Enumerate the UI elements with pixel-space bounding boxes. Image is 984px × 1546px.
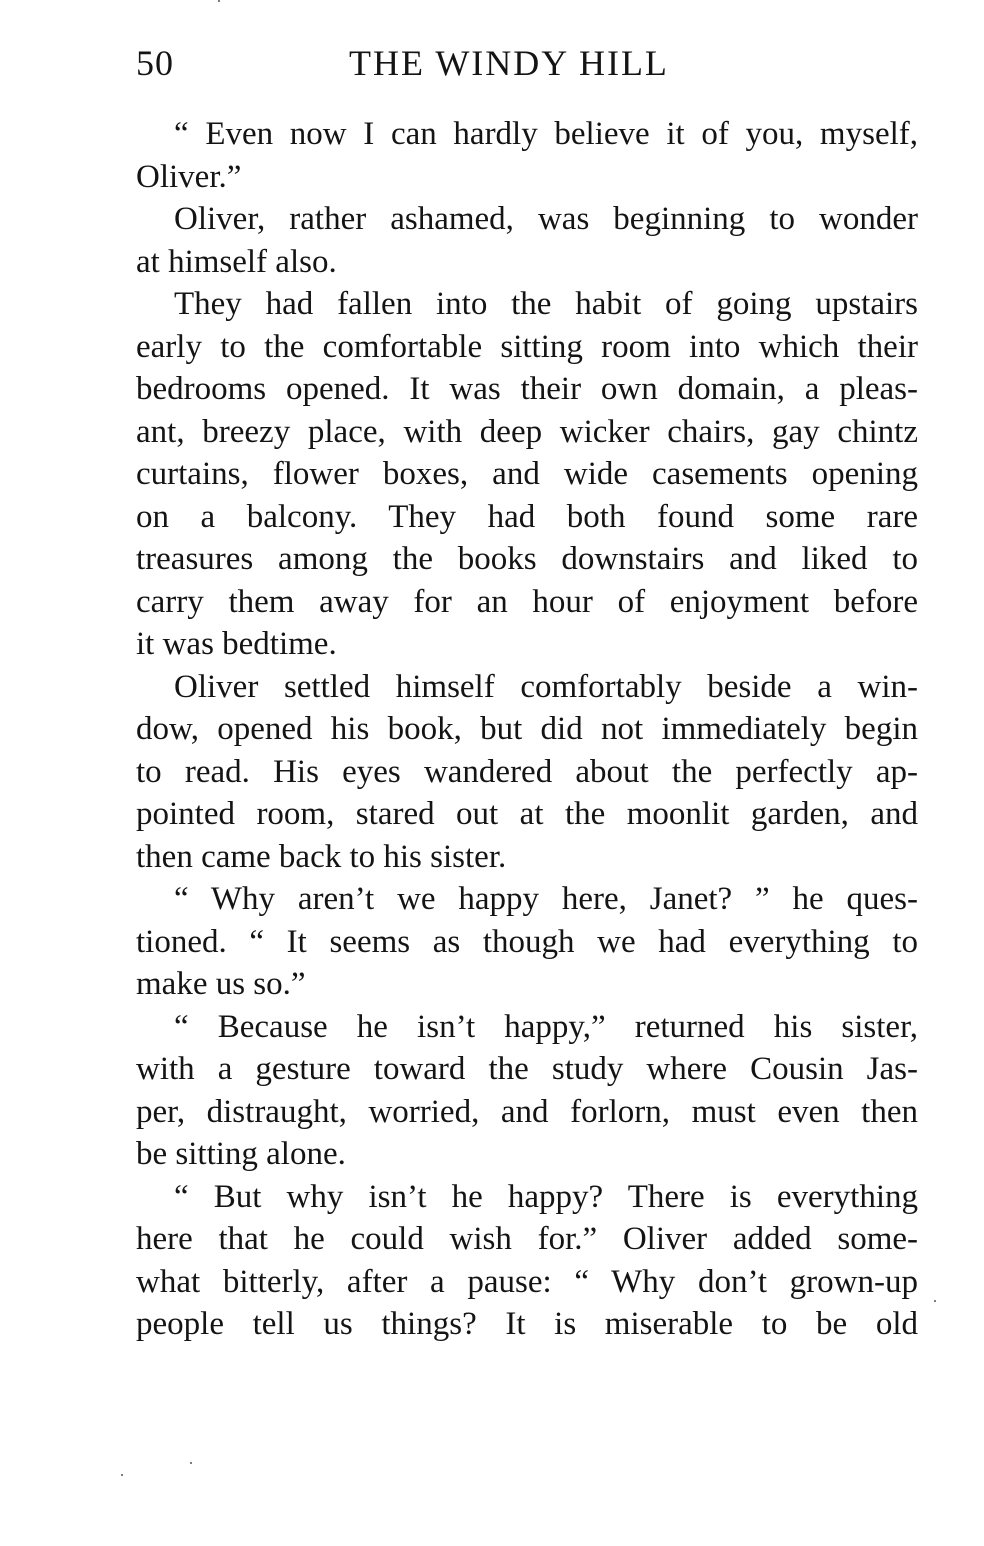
text-line: then came back to his sister.	[136, 838, 507, 875]
text-line: people tell us things? It is miserable to be old	[136, 1306, 918, 1342]
text-line: “ Because he isn’t happy,” returned his sister,	[174, 1008, 918, 1045]
text-line: Oliver.”	[136, 158, 242, 195]
text-line: dow, opened his book, but did not immediately begin	[136, 711, 918, 747]
text-line: “ Why aren’t we happy here, Janet? ” he ques-	[174, 881, 918, 917]
running-title: THE WINDY HILL	[349, 43, 669, 83]
text-line: They had fallen into the habit of going upstairs	[174, 286, 918, 322]
page-number: 50	[136, 43, 174, 83]
scan-speck	[121, 1474, 123, 1476]
text-line: what bitterly, after a pause: “ Why don’t grown-up	[136, 1263, 918, 1300]
scan-speck	[934, 1300, 936, 1302]
text-line: make us so.”	[136, 966, 306, 1002]
text-line: “ But why isn’t he happy? There is everything	[174, 1178, 918, 1215]
text-line: “ Even now I can hardly believe it of you, myself,	[174, 116, 918, 152]
text-line: carry them away for an hour of enjoyment before	[136, 583, 918, 620]
text-line: here that he could wish for.” Oliver added some-	[136, 1221, 918, 1257]
text-line: Oliver, rather ashamed, was beginning to wonder	[174, 201, 918, 237]
text-line: treasures among the books downstairs and liked to	[136, 541, 918, 577]
text-line: early to the comfortable sitting room into which their	[136, 328, 918, 365]
text-line: at himself also.	[136, 243, 337, 280]
page-header	[136, 40, 918, 90]
text-line: to read. His eyes wandered about the perfectly ap-	[136, 753, 918, 790]
scan-speck	[218, 0, 220, 2]
scan-speck	[190, 1462, 192, 1464]
text-line: with a gesture toward the study where Cousin Jas-	[136, 1051, 918, 1087]
text-line: tioned. “ It seems as though we had everything to	[136, 923, 918, 960]
text-line: per, distraught, worried, and forlorn, must even then	[136, 1093, 918, 1130]
text-line: bedrooms opened. It was their own domain, a pleas-	[136, 371, 918, 407]
text-line: pointed room, stared out at the moonlit garden, and	[136, 796, 918, 832]
body-text	[136, 113, 918, 1346]
text-line: be sitting alone.	[136, 1136, 346, 1172]
text-line: curtains, flower boxes, and wide casements opening	[136, 456, 918, 492]
text-line: it was bedtime.	[136, 626, 337, 662]
text-line: on a balcony. They had both found some rare	[136, 498, 918, 535]
text-line: Oliver settled himself comfortably beside a win-	[174, 668, 918, 705]
text-line: ant, breezy place, with deep wicker chairs, gay chintz	[136, 413, 918, 450]
